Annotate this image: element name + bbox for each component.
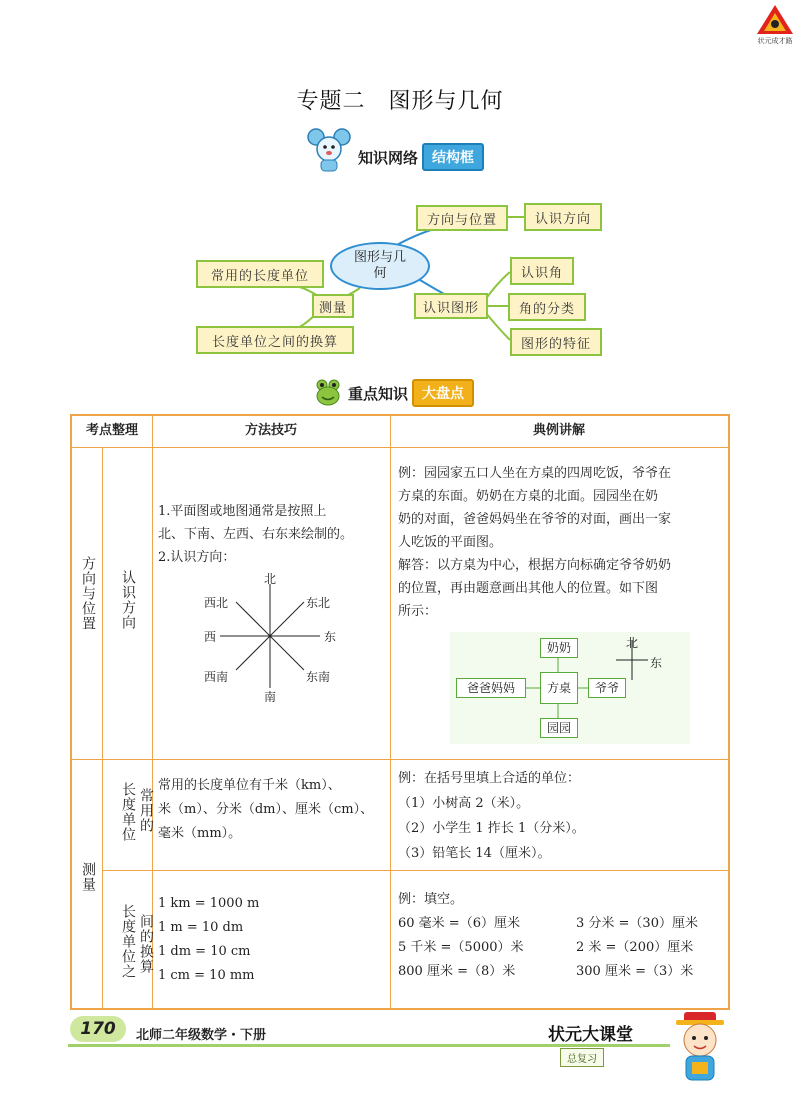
example-conversion-line: 800 厘米 =（8）米 <box>398 964 516 979</box>
method-direction-line: 2.认识方向： <box>158 550 236 565</box>
node-shape-features <box>510 328 602 356</box>
col-divider-sub <box>102 447 103 1008</box>
header-key-points: 考点整理 <box>85 423 138 438</box>
conversion-line: 1 dm = 10 cm <box>158 944 251 959</box>
header-divider <box>72 447 728 448</box>
mind-map-connectors <box>0 0 800 400</box>
conversion-line: 1 cm = 10 mm <box>158 968 255 983</box>
node-direction-position-text: 方向与位置 <box>426 212 497 228</box>
topic-conversion-b: 间的换算 <box>138 914 154 974</box>
diagram-east-label: 东 <box>650 656 663 670</box>
example-direction-line: 方桌的东面。奶奶在方桌的北面。园园坐在奶 <box>398 489 659 504</box>
example-conversion-line: 300 厘米 =（3）米 <box>576 964 694 979</box>
example-conversion-line: 2 米 =（200）厘米 <box>576 940 694 955</box>
node-common-length-units <box>196 260 324 288</box>
footer-subtitle: 总复习 <box>560 1048 604 1067</box>
method-direction-line: 1.平面图或地图通常是按照上 <box>158 504 327 519</box>
diagram-grandpa: 爷爷 <box>588 678 626 698</box>
header-examples: 典例讲解 <box>532 423 585 438</box>
banner2-left-text: 重点知识 <box>348 384 409 403</box>
method-direction-text <box>158 500 388 569</box>
node-recognize-angle-text: 认识角 <box>520 265 563 281</box>
example-direction-line: 的位置，再由题意画出其他人的位置。如下图 <box>398 581 659 596</box>
node-recognize-direction-text: 认识方向 <box>534 211 591 227</box>
example-direction-line: 人吃饭的平面图。 <box>398 535 503 550</box>
node-unit-conversion-text: 长度单位之间的换算 <box>211 334 338 350</box>
node-recognize-shapes-text: 认识图形 <box>422 300 479 316</box>
method-conversion-text <box>158 892 388 988</box>
example-units-line: 例：在括号里填上合适的单位： <box>398 771 581 786</box>
compass-southeast: 东南 <box>306 670 331 684</box>
logo-text: 状元成才路 <box>757 37 793 45</box>
col-divider-2 <box>390 416 391 1008</box>
row-divider <box>102 870 728 871</box>
node-unit-conversion <box>196 326 354 354</box>
banner1-right-tag: 结构框 <box>422 143 484 171</box>
topic-recognize-direction: 认识方向 <box>120 570 136 630</box>
topic-common-units-b: 长度单位 <box>120 782 136 842</box>
category-direction-position: 方向与位置 <box>80 556 96 631</box>
mind-map-center-node <box>330 242 430 290</box>
key-knowledge-banner <box>314 376 474 410</box>
topic-common-units-a: 常用的 <box>138 788 154 833</box>
banner1-left-text: 知识网络 <box>358 148 419 167</box>
compass-north: 北 <box>264 572 277 586</box>
page-title: 专题二 图形与几何 <box>296 89 504 114</box>
diagram-table: 方桌 <box>540 672 578 704</box>
node-recognize-shapes <box>414 293 488 319</box>
banner2-right-tag: 大盘点 <box>412 379 474 407</box>
node-measure <box>312 294 354 318</box>
node-recognize-angle <box>510 257 574 285</box>
example-units-line: （2）小学生 1 拃长 1（分米）。 <box>398 821 585 836</box>
example-conversion-line: 3 分米 =（30）厘米 <box>576 916 698 931</box>
compass-east: 东 <box>324 630 337 644</box>
method-units-line: 常用的长度单位有千米（km）、 <box>158 778 341 793</box>
node-recognize-direction <box>524 203 602 231</box>
header-methods: 方法技巧 <box>244 423 297 438</box>
example-units-text <box>398 766 724 866</box>
diagram-parents: 爸爸妈妈 <box>456 678 526 698</box>
method-direction-line: 北、下南、左西、右东来绘制的。 <box>158 527 354 542</box>
conversion-line: 1 km = 1000 m <box>158 896 260 911</box>
node-direction-position <box>416 205 508 231</box>
compass-diagram <box>200 570 340 704</box>
compass-northwest: 西北 <box>204 596 229 610</box>
example-direction-line: 解答：以方桌为中心，根据方向标确定爷爷奶奶 <box>398 558 672 573</box>
footer-brand: 状元大课堂 <box>548 1025 633 1045</box>
diagram-grandma: 奶奶 <box>540 638 578 658</box>
example-direction-text <box>398 462 724 623</box>
node-angle-types <box>508 293 586 321</box>
example-direction-line: 例：园园家五口人坐在方桌的四周吃饭，爷爷在 <box>398 466 672 481</box>
example-direction-line: 奶的对面，爸爸妈妈坐在爷爷的对面，画出一家 <box>398 512 672 527</box>
compass-south: 南 <box>264 690 277 704</box>
category-measure: 测量 <box>80 862 96 892</box>
node-common-length-units-text: 常用的长度单位 <box>210 268 309 284</box>
footer-book-title: 北师二年级数学・下册 <box>136 1028 267 1043</box>
example-conversion-left <box>398 888 558 984</box>
method-units-line: 毫米（mm）。 <box>158 826 242 841</box>
node-measure-text: 测量 <box>318 300 347 316</box>
topic-conversion-a: 长度单位之 <box>120 904 136 979</box>
center-node-text: 图形与几何 <box>353 250 406 281</box>
page-number: 170 <box>70 1016 126 1042</box>
example-conversion-intro: 例：填空。 <box>398 892 464 907</box>
section-divider <box>72 759 728 760</box>
node-angle-types-text: 角的分类 <box>518 301 575 317</box>
scholar-mascot-icon <box>668 1008 732 1084</box>
diagram-north-label: 北 <box>626 636 639 650</box>
example-units-line: （3）铅笔长 14（厘米）。 <box>398 846 551 861</box>
compass-northeast: 东北 <box>306 596 331 610</box>
example-conversion-right <box>576 912 726 984</box>
compass-west: 西 <box>204 630 217 644</box>
example-conversion-line: 60 毫米 =（6）厘米 <box>398 916 520 931</box>
method-units-line: 米（m）、分米（dm）、厘米（cm）、 <box>158 802 374 817</box>
diagram-yuanyuan: 园园 <box>540 718 578 738</box>
compass-southwest: 西南 <box>204 670 229 684</box>
frog-mascot-icon <box>314 378 342 408</box>
example-conversion-line: 5 千米 =（5000）米 <box>398 940 524 955</box>
conversion-line: 1 m = 10 dm <box>158 920 244 935</box>
example-units-line: （1）小树高 2（米）。 <box>398 796 530 811</box>
example-direction-line: 所示： <box>398 604 438 619</box>
node-shape-features-text: 图形的特征 <box>520 336 591 352</box>
method-units-text <box>158 774 388 846</box>
